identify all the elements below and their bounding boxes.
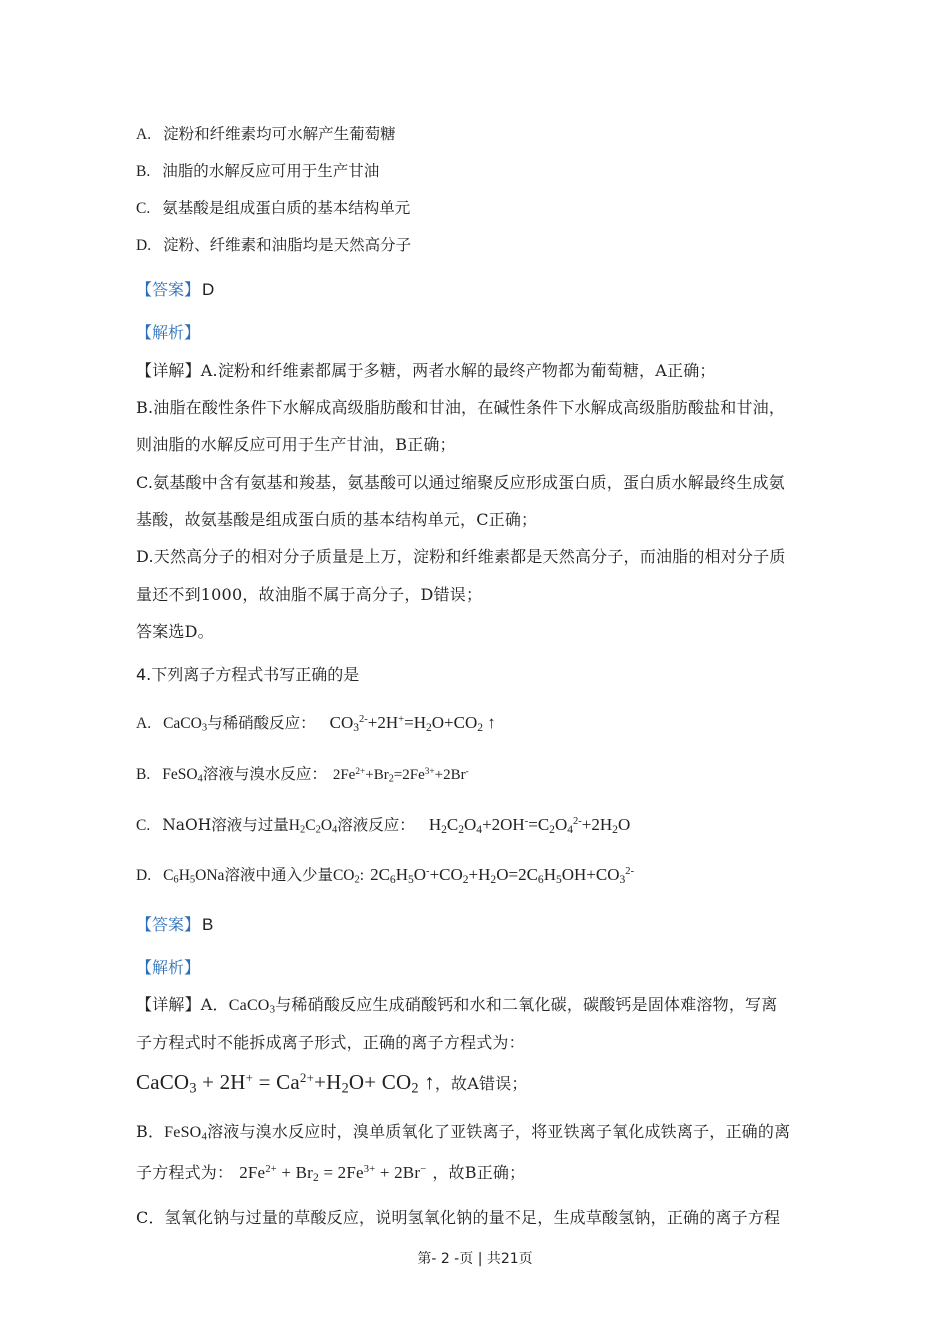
option-d: D. 淀粉、纤维素和油脂均是天然高分子 [136,236,412,254]
question-4-stem: 4.下列离子方程式书写正确的是 [136,665,360,684]
detail-line-7: 量还不到1000，故油脂不属于高分子，D错误； [136,585,483,604]
q4-analysis-tag: 【解析】 [136,958,201,977]
option-a: A. 淀粉和纤维素均可水解产生葡萄糖 [136,125,396,143]
page-footer: 第- 2 -页 | 共21页 [417,1251,533,1267]
q4-detail-b-1: B．FeSO$_4$溶液与溴水反应时，溴单质氧化了亚铁离子，将亚铁离子氧化成铁离子，正确的离 [136,1122,791,1143]
detail-line-2: B.油脂在酸性条件下水解成高级脂肪酸和甘油，在碱性条件下水解成高级脂肪酸盐和甘油， [136,398,786,417]
q4-detail-a-2: 子方程式时不能拆成离子形式，正确的离子方程式为： [136,1033,525,1052]
analysis-tag: 【解析】 [136,323,201,342]
detail-line-5: 基酸，故氨基酸是组成蛋白质的基本结构单元，C正确； [136,510,538,529]
q4-option-a: A. CaCO$_3$与稀硝酸反应： $CO_3^{2-}+2H^+=H_2O+CO_2$ ↑ [136,713,496,734]
detail-line-1: 【详解】A.淀粉和纤维素都属于多糖，两者水解的最终产物都为葡萄糖，A正确； [136,361,716,380]
q4-detail-a-1: 【详解】A．CaCO$_3$与稀硝酸反应生成硝酸钙和水和二氧化碳，碳酸钙是固体难溶物，写离 [136,995,778,1016]
option-c: C. 氨基酸是组成蛋白质的基本结构单元 [136,199,411,217]
q4-detail-a-3: CaCO$_3$ + $2H^+ = Ca^{2+}+H_2O+ CO_2$ ↑，故A错误； [136,1069,528,1097]
q4-option-c: C. NaOH溶液与过量$H_2C_2O_4$溶液反应： $H_2C_2O_4+2OH^-=C_2O_4^{2-}+2H_2O$ [136,815,631,836]
answer-line: 【答案】 D [136,280,215,299]
q4-option-b: B. FeSO$_4$溶液与溴水反应： $2Fe^{2+}+Br_2=2Fe^{3+}+2Br^-$ [136,765,469,785]
detail-line-6: D.天然高分子的相对分子质量是上万，淀粉和纤维素都是天然高分子，而油脂的相对分子质 [136,547,786,566]
q4-option-d: D. $C_6H_5ONa$溶液中通入少量$CO_2$: $2C_6H_5O^-+CO_2+H_2O=2C_6H_5OH+CO_3^{2-}$ [136,865,635,886]
detail-line-3: 则油脂的水解反应可用于生产甘油，B正确； [136,435,456,454]
q4-detail-b-2: 子方程式为： $2Fe^{2+} + Br_2 = 2Fe^{3+} + 2Br^-$ ，故B正确； [136,1163,526,1184]
q4-answer-line: 【答案】 B [136,915,214,934]
detail-line-4: C.氨基酸中含有氨基和羧基，氨基酸可以通过缩聚反应形成蛋白质，蛋白质水解最终生成氨 [136,473,785,492]
detail-line-8: 答案选D。 [136,622,214,641]
q4-detail-c-1: C．氢氧化钠与过量的草酸反应，说明氢氧化钠的量不足，生成草酸氢钠，正确的离子方程 [136,1208,781,1227]
option-b: B. 油脂的水解反应可用于生产甘油 [136,162,380,180]
